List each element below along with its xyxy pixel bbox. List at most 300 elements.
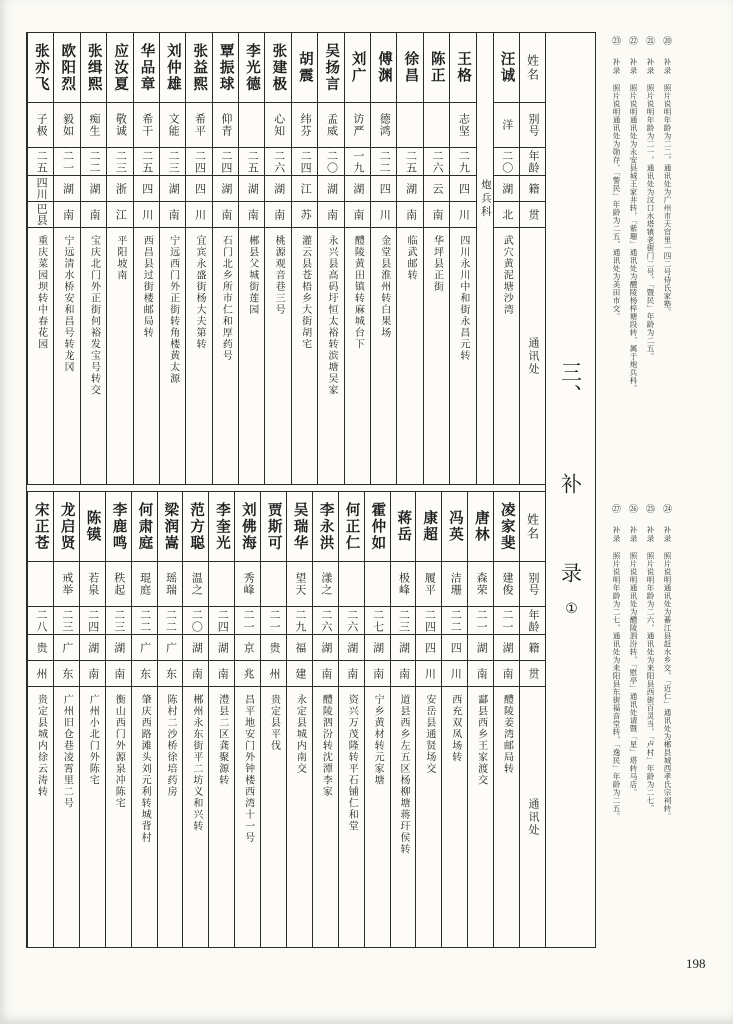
name-cell: [132, 492, 157, 562]
entry-address: 道县西乡左五区杨柳塘蒋玕侯转: [397, 694, 409, 855]
entry-name: 宋正苍: [32, 501, 49, 552]
entry-age: 二五: [404, 149, 417, 174]
entry-age: 二三: [167, 149, 180, 174]
entry-age: 二四: [219, 149, 232, 174]
name-cell: [160, 33, 185, 103]
entry-native-2: 江: [114, 208, 127, 221]
age-cell: [106, 607, 131, 635]
address-cell: [213, 228, 238, 484]
branch-label: 炮兵科: [479, 179, 491, 220]
address-cell: [450, 228, 475, 484]
entry-native-1: 广: [138, 641, 151, 654]
address-cell: [261, 687, 286, 947]
alias-cell: [106, 562, 131, 607]
name-cell: [213, 33, 238, 103]
alias-cell: [371, 103, 396, 148]
branch-label-cell: [477, 33, 493, 484]
entry-address: 贵定县平伐: [268, 694, 280, 752]
entry-native-1: 湖: [167, 182, 180, 195]
entry-address: 灌云县苍梧乡大街胡宅: [299, 235, 311, 350]
entry-column: [105, 492, 131, 947]
entry-native-1: 贵: [35, 641, 48, 654]
alias-cell: [287, 562, 312, 607]
native-cell-2: [186, 202, 211, 228]
entry-alias: 孟威: [325, 113, 338, 137]
entry-alias: 德鸿: [378, 113, 391, 137]
margin-note-column: [624, 36, 638, 474]
entry-name: 何肃庭: [136, 501, 153, 552]
native-cell-1: [134, 176, 159, 202]
entry-age: 一九: [351, 149, 364, 174]
entry-native-1: 湖: [246, 182, 259, 195]
entry-address: 临武邮转: [405, 235, 417, 281]
entry-native-1: 四: [193, 182, 206, 195]
entry-native-2: 南: [319, 667, 332, 680]
entry-column: [441, 492, 467, 947]
alias-cell: [265, 103, 290, 148]
entry-native-1: 江: [299, 182, 312, 195]
alias-cell: [239, 103, 264, 148]
age-cell: [450, 148, 475, 176]
entry-column: [27, 33, 53, 484]
margin-note-column: [658, 36, 672, 474]
entry-column: [493, 33, 519, 484]
header-address-cell: [520, 228, 545, 484]
native-cell-2: [106, 661, 131, 687]
entry-column: [208, 492, 234, 947]
native-cell-1: [416, 635, 441, 661]
native-cell-2: [132, 661, 157, 687]
native-cell-2: [158, 661, 183, 687]
entry-age: 二五: [246, 149, 259, 174]
header-name-label: 姓名: [525, 53, 540, 82]
entry-name: 胡震: [296, 51, 313, 84]
entry-native-2: 南: [475, 667, 488, 680]
alias-cell: [450, 103, 475, 148]
alias-cell: [365, 562, 390, 607]
entry-alias: 极峰: [397, 572, 410, 596]
entry-native-1: 湖: [345, 641, 358, 654]
entry-age: 二六: [431, 149, 444, 174]
alias-cell: [391, 562, 416, 607]
note-number: ㉑: [645, 36, 655, 46]
name-cell: [416, 492, 441, 562]
native-cell-1: [160, 176, 185, 202]
alias-cell: [132, 562, 157, 607]
native-cell-2: [54, 202, 79, 228]
entry-native-1: 湖: [371, 641, 384, 654]
age-cell: [213, 148, 238, 176]
entry-alias: 森荣: [475, 572, 488, 596]
entry-native-2: 南: [167, 208, 180, 221]
entry-column: [157, 492, 183, 947]
entry-age: 二一: [242, 608, 255, 633]
entry-native-2: 南: [397, 667, 410, 680]
entry-name: 蒋岳: [395, 510, 412, 543]
alias-cell: [424, 103, 449, 148]
entry-alias: 仰青: [219, 113, 232, 137]
entry-column: [467, 492, 493, 947]
entry-native-1: 湖: [404, 182, 417, 195]
name-cell: [261, 492, 286, 562]
name-cell: [442, 492, 467, 562]
native-cell-1: [261, 635, 286, 661]
header-native-label-1: 籍: [527, 641, 539, 654]
entry-native-2: 南: [246, 208, 259, 221]
entry-column: [159, 33, 185, 484]
age-cell: [80, 607, 105, 635]
header-alias-label: 别号: [527, 572, 539, 596]
entry-age: 二四: [216, 608, 229, 633]
native-cell-2: [107, 202, 132, 228]
margin-note-column: [641, 504, 655, 944]
age-cell: [54, 607, 79, 635]
entry-address: 衡山西门外源泉冲陈宅: [113, 694, 125, 809]
entry-address: 郴县父城街莲园: [246, 235, 258, 316]
entry-native-2: 东: [138, 667, 151, 680]
name-cell: [424, 33, 449, 103]
entry-name: 张亦飞: [32, 42, 49, 93]
header-address-cell: [520, 687, 545, 947]
entry-age: 二四: [299, 149, 312, 174]
entry-native-1: 湖: [61, 182, 74, 195]
entry-column: [80, 33, 106, 484]
alias-cell: [160, 103, 185, 148]
entry-name: 陈镆: [84, 510, 101, 543]
address-cell: [339, 687, 364, 947]
address-cell: [313, 687, 338, 947]
entry-name: 霍仲如: [369, 501, 386, 552]
alias-cell: [134, 103, 159, 148]
entry-age: 二五: [140, 149, 153, 174]
header-native-cell-1: [520, 176, 545, 202]
native-cell-1: [265, 176, 290, 202]
entry-name: 冯英: [447, 510, 464, 543]
entry-address: 酃县西乡王家渡交: [475, 694, 487, 786]
entry-native-2: 川: [449, 667, 462, 680]
entry-age: 二四: [86, 608, 99, 633]
native-cell-2: [494, 202, 519, 228]
address-cell: [292, 228, 317, 484]
entry-native-2: 南: [86, 667, 99, 680]
entry-column: [260, 492, 286, 947]
native-cell-1: [239, 176, 264, 202]
entry-column: [390, 492, 416, 947]
entry-address: 武穴黄泥塘沙湾: [501, 235, 513, 316]
name-cell: [107, 33, 132, 103]
address-cell: [80, 687, 105, 947]
header-native-cell-1: [520, 635, 545, 661]
address-cell: [134, 228, 159, 484]
address-cell: [371, 228, 396, 484]
entry-address: 肇庆西路滩头刘元利转城背村: [139, 694, 151, 844]
address-cell: [318, 228, 343, 484]
entry-column: [79, 492, 105, 947]
entry-native-2: 南: [216, 667, 229, 680]
note-text: 照片说明通讯处为醴陵泗汾转，「慰亭」通讯处请暨「星」塔转马店。: [629, 552, 638, 797]
entry-native-1: 四: [457, 182, 470, 195]
alias-cell: [107, 103, 132, 148]
note-heading: 补录: [629, 57, 638, 75]
address-cell: [391, 687, 416, 947]
entry-column: [370, 33, 396, 484]
address-cell: [209, 687, 234, 947]
note-text: 照片说明年龄为二一，通讯处为汉口水塔镇老街门二号，「暨民」年龄为二五。: [646, 84, 655, 361]
alias-cell: [339, 562, 364, 607]
entry-native-1: 湖: [272, 182, 285, 195]
native-cell-2: [468, 661, 493, 687]
name-cell: [494, 33, 519, 103]
entry-native-1: 四川: [35, 177, 48, 200]
top-table: [27, 33, 545, 485]
address-cell: [365, 687, 390, 947]
entry-native-2: 南: [501, 667, 514, 680]
age-cell: [186, 148, 211, 176]
native-cell-2: [80, 661, 105, 687]
note-heading: 补录: [612, 57, 621, 75]
entry-column: [364, 492, 390, 947]
entry-name: 华品章: [138, 42, 155, 93]
alias-cell: [397, 103, 422, 148]
branch-label-column: [476, 33, 493, 484]
entry-alias: 访严: [351, 113, 364, 137]
native-cell-1: [287, 635, 312, 661]
entry-address: 平阳坡南: [114, 235, 126, 281]
age-cell: [365, 607, 390, 635]
margin-note-column: [607, 36, 621, 474]
entry-name: 范方聪: [188, 501, 205, 552]
native-cell-1: [235, 635, 260, 661]
entry-native-2: 南: [272, 208, 285, 221]
entry-native-2: 南: [431, 208, 444, 221]
section-title-number: ①: [563, 601, 579, 619]
section-title-part-1: 三、: [558, 361, 583, 407]
native-cell-2: [416, 661, 441, 687]
name-cell: [54, 33, 79, 103]
note-heading: 补录: [646, 57, 655, 75]
entry-name: 张建极: [270, 42, 287, 93]
address-cell: [183, 687, 208, 947]
entry-native-2: 苏: [299, 208, 312, 221]
note-number: ㉓: [611, 36, 621, 46]
native-cell-1: [132, 635, 157, 661]
entry-address: 广州旧仓巷凌霄里二号: [61, 694, 73, 809]
address-cell: [397, 228, 422, 484]
age-cell: [442, 607, 467, 635]
entry-native-1: 京: [242, 641, 255, 654]
address-cell: [160, 228, 185, 484]
entry-age: 二一: [268, 608, 281, 633]
margin-note-column: [624, 504, 638, 944]
entry-alias: 戒举: [60, 572, 73, 596]
entry-name: 刘广: [349, 51, 366, 84]
entry-name: 李光德: [244, 42, 261, 93]
entry-native-2: 川: [140, 208, 153, 221]
margin-note-column: [607, 504, 621, 944]
entry-native-2: 南: [112, 667, 125, 680]
entry-native-2: 南: [404, 208, 417, 221]
native-cell-2: [494, 661, 519, 687]
entry-native-1: 湖: [351, 182, 364, 195]
header-name-cell: [520, 492, 545, 562]
native-cell-1: [397, 176, 422, 202]
entry-native-2: 南: [61, 208, 74, 221]
entry-age: 二三: [60, 608, 73, 633]
alias-cell: [313, 562, 338, 607]
address-cell: [442, 687, 467, 947]
entry-column: [338, 492, 364, 947]
name-cell: [391, 492, 416, 562]
native-cell-1: [186, 176, 211, 202]
native-cell-1: [424, 176, 449, 202]
margin-notes-top: [600, 36, 672, 474]
note-number: ㉗: [611, 504, 621, 514]
address-cell: [345, 228, 370, 484]
address-cell: [416, 687, 441, 947]
entry-column: [182, 492, 208, 947]
name-cell: [28, 33, 53, 103]
age-cell: [265, 148, 290, 176]
entry-native-1: 广: [164, 641, 177, 654]
entry-native-2: 东: [164, 667, 177, 680]
entry-name: 刘仲雄: [164, 42, 181, 93]
native-cell-2: [442, 661, 467, 687]
native-cell-1: [28, 635, 53, 661]
native-cell-1: [28, 176, 53, 202]
entry-native-1: 湖: [190, 641, 203, 654]
native-cell-2: [391, 661, 416, 687]
entry-address: 醴陵黄田镇转麻城台下: [352, 235, 364, 350]
name-cell: [134, 33, 159, 103]
entry-native-2: 南: [190, 667, 203, 680]
entry-address: 西充双凤场转: [449, 694, 461, 763]
age-cell: [313, 607, 338, 635]
header-age-cell: [520, 607, 545, 635]
name-cell: [183, 492, 208, 562]
name-cell: [365, 492, 390, 562]
entry-column: [133, 33, 159, 484]
address-cell: [158, 687, 183, 947]
native-cell-1: [158, 635, 183, 661]
native-cell-2: [261, 661, 286, 687]
name-cell: [397, 33, 422, 103]
native-cell-1: [468, 635, 493, 661]
native-cell-2: [239, 202, 264, 228]
entry-native-2: 南: [87, 208, 100, 221]
entry-native-2: 南: [371, 667, 384, 680]
entry-address: 澧县二区龚聚源转: [216, 694, 228, 786]
native-cell-2: [54, 661, 79, 687]
address-cell: [424, 228, 449, 484]
native-cell-2: [160, 202, 185, 228]
name-cell: [450, 33, 475, 103]
age-cell: [81, 148, 106, 176]
tables-area: [27, 33, 545, 947]
name-cell: [158, 492, 183, 562]
age-cell: [318, 148, 343, 176]
entry-native-2: 南: [325, 208, 338, 221]
native-cell-1: [183, 635, 208, 661]
entry-alias: 秩起: [112, 572, 125, 596]
native-cell-2: [28, 661, 53, 687]
entry-alias: 洁珊: [449, 572, 462, 596]
entry-age: 二九: [293, 608, 306, 633]
header-native-cell-2: [520, 661, 545, 687]
entry-address: 宁远清水桥安和昌号转龙冈: [62, 235, 74, 373]
alias-cell: [261, 562, 286, 607]
age-cell: [134, 148, 159, 176]
native-cell-2: [235, 661, 260, 687]
age-cell: [371, 148, 396, 176]
entry-name: 凌家斐: [498, 501, 515, 552]
entry-address: 宁乡黄材转元家塘: [372, 694, 384, 786]
entry-column: [317, 33, 343, 484]
entry-native-1: 云: [431, 182, 444, 195]
native-cell-2: [28, 202, 53, 228]
header-alias-cell: [520, 562, 545, 607]
margin-notes-bottom: [600, 504, 672, 944]
entry-age: 二六: [272, 149, 285, 174]
header-alias-cell: [520, 103, 545, 148]
entry-age: 二八: [35, 608, 48, 633]
entry-name: 傅渊: [375, 51, 392, 84]
age-cell: [416, 607, 441, 635]
entry-alias: 瑶瑞: [164, 572, 177, 596]
entry-alias: 漾之: [319, 572, 332, 596]
entry-name: 贾斯可: [265, 501, 282, 552]
native-cell-1: [494, 635, 519, 661]
note-number: ㉕: [645, 504, 655, 514]
alias-cell: [416, 562, 441, 607]
header-age-label: 年龄: [527, 608, 539, 633]
age-cell: [235, 607, 260, 635]
entry-name: 王格: [455, 51, 472, 84]
entry-column: [264, 33, 290, 484]
entry-alias: 毅如: [61, 113, 74, 137]
entry-alias: 志坚: [457, 113, 470, 137]
native-cell-2: [450, 202, 475, 228]
entry-name: 何正仁: [343, 501, 360, 552]
entry-alias: 心知: [272, 113, 285, 137]
entry-name: 应汝夏: [112, 42, 129, 93]
entry-native-1: 广: [60, 641, 73, 654]
alias-cell: [292, 103, 317, 148]
entry-address: 资兴万茂隆转平石铺仁和堂: [346, 694, 358, 832]
note-number: ㉒: [628, 36, 638, 46]
native-cell-2: [265, 202, 290, 228]
native-cell-2: [345, 202, 370, 228]
entry-address: 石门北乡所市仁和厚药号: [220, 235, 232, 362]
entry-column: [212, 33, 238, 484]
entry-name: 李奎光: [214, 501, 230, 552]
note-text: 照片说明年龄为二七，通讯处为耒阳县东街福音堂转，「逸民」年龄为二五。: [612, 552, 621, 821]
entry-address: 贵定县城内徐云涛转: [35, 694, 47, 798]
address-cell: [287, 687, 312, 947]
entry-column: [396, 33, 422, 484]
entry-alias: 希平: [193, 113, 206, 137]
native-cell-2: [339, 661, 364, 687]
native-cell-1: [450, 176, 475, 202]
age-cell: [397, 148, 422, 176]
entry-column: [131, 492, 157, 947]
age-cell: [132, 607, 157, 635]
section-title-part-2: 补: [558, 473, 583, 496]
entry-name: 吴瑞华: [291, 501, 308, 552]
entry-name: 吴扬言: [323, 42, 340, 93]
entry-name: 梁润嵩: [162, 501, 179, 552]
entry-age: 二一: [61, 149, 74, 174]
native-cell-2: [318, 202, 343, 228]
